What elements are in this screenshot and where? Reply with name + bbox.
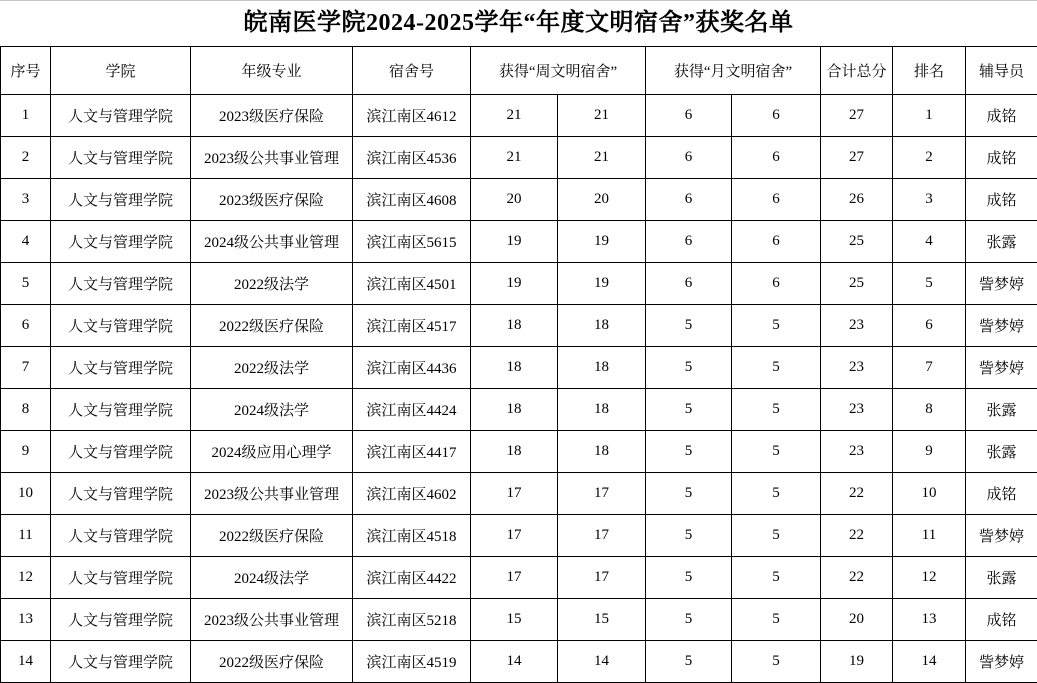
- weekly-award-cell-1: 18: [471, 389, 558, 431]
- dorm-number-cell: 滨江南区5218: [353, 599, 471, 641]
- monthly-award-cell-2: 5: [732, 557, 821, 599]
- weekly-award-cell-2: 18: [558, 347, 646, 389]
- weekly-award-cell-2: 18: [558, 431, 646, 473]
- rank-cell: 1: [893, 95, 966, 137]
- dorm-number-cell: 滨江南区4519: [353, 641, 471, 683]
- header-rank: 排名: [893, 47, 966, 95]
- counselor-cell: 成铭: [966, 95, 1037, 137]
- monthly-award-cell-2: 5: [732, 347, 821, 389]
- table-row: [1, 389, 1037, 431]
- weekly-award-cell-1: 17: [471, 557, 558, 599]
- rank-cell: 3: [893, 179, 966, 221]
- monthly-award-cell-2: 5: [732, 515, 821, 557]
- college-cell: 人文与管理学院: [51, 221, 191, 263]
- page-title: 皖南医学院2024-2025学年“年度文明宿舍”获奖名单: [0, 1, 1037, 46]
- header-dorm: 宿舍号: [353, 47, 471, 95]
- weekly-award-cell-2: 14: [558, 641, 646, 683]
- total-score-cell: 22: [821, 473, 893, 515]
- table-row: [1, 305, 1037, 347]
- header-college: 学院: [51, 47, 191, 95]
- total-score-cell: 23: [821, 305, 893, 347]
- serial-cell: 12: [1, 557, 51, 599]
- major-cell: 2022级医疗保险: [191, 515, 353, 557]
- table-row: [1, 179, 1037, 221]
- serial-cell: 9: [1, 431, 51, 473]
- weekly-award-cell-2: 21: [558, 137, 646, 179]
- major-cell: 2022级法学: [191, 263, 353, 305]
- total-score-cell: 19: [821, 641, 893, 683]
- dorm-number-cell: 滨江南区4608: [353, 179, 471, 221]
- major-cell: 2023级医疗保险: [191, 179, 353, 221]
- major-cell: 2024级法学: [191, 389, 353, 431]
- weekly-award-cell-2: 17: [558, 473, 646, 515]
- college-cell: 人文与管理学院: [51, 431, 191, 473]
- dorm-number-cell: 滨江南区4517: [353, 305, 471, 347]
- major-cell: 2023级公共事业管理: [191, 599, 353, 641]
- monthly-award-cell-2: 6: [732, 263, 821, 305]
- college-cell: 人文与管理学院: [51, 641, 191, 683]
- table-row: [1, 599, 1037, 641]
- serial-cell: 6: [1, 305, 51, 347]
- monthly-award-cell-1: 6: [646, 179, 732, 221]
- counselor-cell: 訾梦婷: [966, 305, 1037, 347]
- dorm-number-cell: 滨江南区4422: [353, 557, 471, 599]
- serial-cell: 7: [1, 347, 51, 389]
- weekly-award-cell-1: 15: [471, 599, 558, 641]
- serial-cell: 10: [1, 473, 51, 515]
- weekly-award-cell-2: 20: [558, 179, 646, 221]
- weekly-award-cell-1: 18: [471, 431, 558, 473]
- monthly-award-cell-1: 5: [646, 557, 732, 599]
- serial-cell: 14: [1, 641, 51, 683]
- college-cell: 人文与管理学院: [51, 599, 191, 641]
- dorm-number-cell: 滨江南区4612: [353, 95, 471, 137]
- weekly-award-cell-2: 17: [558, 515, 646, 557]
- rank-cell: 11: [893, 515, 966, 557]
- monthly-award-cell-2: 6: [732, 179, 821, 221]
- serial-cell: 13: [1, 599, 51, 641]
- counselor-cell: 张露: [966, 431, 1037, 473]
- table-row: [1, 95, 1037, 137]
- weekly-award-cell-2: 18: [558, 305, 646, 347]
- college-cell: 人文与管理学院: [51, 347, 191, 389]
- weekly-award-cell-2: 19: [558, 221, 646, 263]
- total-score-cell: 25: [821, 263, 893, 305]
- serial-cell: 8: [1, 389, 51, 431]
- college-cell: 人文与管理学院: [51, 137, 191, 179]
- major-cell: 2023级公共事业管理: [191, 473, 353, 515]
- weekly-award-cell-1: 17: [471, 515, 558, 557]
- header-total: 合计总分: [821, 47, 893, 95]
- dorm-number-cell: 滨江南区4424: [353, 389, 471, 431]
- table-row: [1, 641, 1037, 683]
- serial-cell: 4: [1, 221, 51, 263]
- counselor-cell: 张露: [966, 221, 1037, 263]
- total-score-cell: 23: [821, 431, 893, 473]
- counselor-cell: 成铭: [966, 179, 1037, 221]
- monthly-award-cell-1: 5: [646, 641, 732, 683]
- weekly-award-cell-1: 19: [471, 263, 558, 305]
- weekly-award-cell-1: 21: [471, 137, 558, 179]
- dorm-number-cell: 滨江南区4602: [353, 473, 471, 515]
- table-row: [1, 263, 1037, 305]
- monthly-award-cell-1: 5: [646, 599, 732, 641]
- serial-cell: 5: [1, 263, 51, 305]
- header-counselor: 辅导员: [966, 47, 1037, 95]
- serial-cell: 2: [1, 137, 51, 179]
- major-cell: 2022级医疗保险: [191, 641, 353, 683]
- counselor-cell: 訾梦婷: [966, 263, 1037, 305]
- counselor-cell: 訾梦婷: [966, 347, 1037, 389]
- rank-cell: 4: [893, 221, 966, 263]
- weekly-award-cell-2: 18: [558, 389, 646, 431]
- monthly-award-cell-1: 6: [646, 263, 732, 305]
- weekly-award-cell-1: 14: [471, 641, 558, 683]
- rank-cell: 12: [893, 557, 966, 599]
- total-score-cell: 26: [821, 179, 893, 221]
- total-score-cell: 22: [821, 557, 893, 599]
- counselor-cell: 成铭: [966, 137, 1037, 179]
- total-score-cell: 23: [821, 347, 893, 389]
- monthly-award-cell-2: 6: [732, 137, 821, 179]
- total-score-cell: 23: [821, 389, 893, 431]
- dorm-number-cell: 滨江南区4436: [353, 347, 471, 389]
- monthly-award-cell-1: 6: [646, 137, 732, 179]
- monthly-award-cell-2: 6: [732, 221, 821, 263]
- counselor-cell: 成铭: [966, 473, 1037, 515]
- header-weekly-award: 获得“周文明宿舍”: [471, 47, 646, 95]
- major-cell: 2024级应用心理学: [191, 431, 353, 473]
- header-major: 年级专业: [191, 47, 353, 95]
- monthly-award-cell-2: 5: [732, 641, 821, 683]
- college-cell: 人文与管理学院: [51, 179, 191, 221]
- weekly-award-cell-2: 15: [558, 599, 646, 641]
- table-header-row: [1, 47, 1037, 95]
- major-cell: 2022级法学: [191, 347, 353, 389]
- major-cell: 2022级医疗保险: [191, 305, 353, 347]
- major-cell: 2023级公共事业管理: [191, 137, 353, 179]
- weekly-award-cell-1: 21: [471, 95, 558, 137]
- monthly-award-cell-1: 5: [646, 431, 732, 473]
- total-score-cell: 22: [821, 515, 893, 557]
- monthly-award-cell-2: 5: [732, 599, 821, 641]
- dorm-number-cell: 滨江南区5615: [353, 221, 471, 263]
- rank-cell: 7: [893, 347, 966, 389]
- rank-cell: 6: [893, 305, 966, 347]
- college-cell: 人文与管理学院: [51, 263, 191, 305]
- counselor-cell: 訾梦婷: [966, 641, 1037, 683]
- counselor-cell: 张露: [966, 389, 1037, 431]
- header-serial: 序号: [1, 47, 51, 95]
- rank-cell: 8: [893, 389, 966, 431]
- college-cell: 人文与管理学院: [51, 305, 191, 347]
- monthly-award-cell-1: 6: [646, 95, 732, 137]
- dorm-number-cell: 滨江南区4518: [353, 515, 471, 557]
- weekly-award-cell-2: 19: [558, 263, 646, 305]
- header-monthly-award: 获得“月文明宿舍”: [646, 47, 821, 95]
- table-row: [1, 347, 1037, 389]
- rank-cell: 10: [893, 473, 966, 515]
- total-score-cell: 27: [821, 137, 893, 179]
- table-row: [1, 137, 1037, 179]
- table-row: [1, 515, 1037, 557]
- table-body: [1, 95, 1037, 683]
- major-cell: 2024级公共事业管理: [191, 221, 353, 263]
- monthly-award-cell-2: 5: [732, 473, 821, 515]
- weekly-award-cell-1: 18: [471, 305, 558, 347]
- counselor-cell: 成铭: [966, 599, 1037, 641]
- table-row: [1, 557, 1037, 599]
- rank-cell: 2: [893, 137, 966, 179]
- weekly-award-cell-2: 17: [558, 557, 646, 599]
- dorm-number-cell: 滨江南区4536: [353, 137, 471, 179]
- rank-cell: 14: [893, 641, 966, 683]
- total-score-cell: 20: [821, 599, 893, 641]
- college-cell: 人文与管理学院: [51, 515, 191, 557]
- table-row: [1, 221, 1037, 263]
- college-cell: 人文与管理学院: [51, 95, 191, 137]
- weekly-award-cell-1: 18: [471, 347, 558, 389]
- monthly-award-cell-2: 5: [732, 305, 821, 347]
- serial-cell: 1: [1, 95, 51, 137]
- major-cell: 2024级法学: [191, 557, 353, 599]
- counselor-cell: 訾梦婷: [966, 515, 1037, 557]
- total-score-cell: 27: [821, 95, 893, 137]
- counselor-cell: 张露: [966, 557, 1037, 599]
- monthly-award-cell-1: 5: [646, 305, 732, 347]
- weekly-award-cell-1: 17: [471, 473, 558, 515]
- monthly-award-cell-2: 5: [732, 389, 821, 431]
- major-cell: 2023级医疗保险: [191, 95, 353, 137]
- dorm-number-cell: 滨江南区4501: [353, 263, 471, 305]
- monthly-award-cell-1: 5: [646, 347, 732, 389]
- serial-cell: 11: [1, 515, 51, 557]
- table-row: [1, 431, 1037, 473]
- college-cell: 人文与管理学院: [51, 557, 191, 599]
- monthly-award-cell-1: 6: [646, 221, 732, 263]
- table-row: [1, 473, 1037, 515]
- dorm-number-cell: 滨江南区4417: [353, 431, 471, 473]
- college-cell: 人文与管理学院: [51, 389, 191, 431]
- weekly-award-cell-2: 21: [558, 95, 646, 137]
- weekly-award-cell-1: 20: [471, 179, 558, 221]
- rank-cell: 13: [893, 599, 966, 641]
- rank-cell: 5: [893, 263, 966, 305]
- rank-cell: 9: [893, 431, 966, 473]
- monthly-award-cell-2: 6: [732, 95, 821, 137]
- monthly-award-cell-1: 5: [646, 473, 732, 515]
- college-cell: 人文与管理学院: [51, 473, 191, 515]
- weekly-award-cell-1: 19: [471, 221, 558, 263]
- monthly-award-cell-2: 5: [732, 431, 821, 473]
- monthly-award-cell-1: 5: [646, 515, 732, 557]
- award-table: [0, 46, 1037, 683]
- monthly-award-cell-1: 5: [646, 389, 732, 431]
- total-score-cell: 25: [821, 221, 893, 263]
- serial-cell: 3: [1, 179, 51, 221]
